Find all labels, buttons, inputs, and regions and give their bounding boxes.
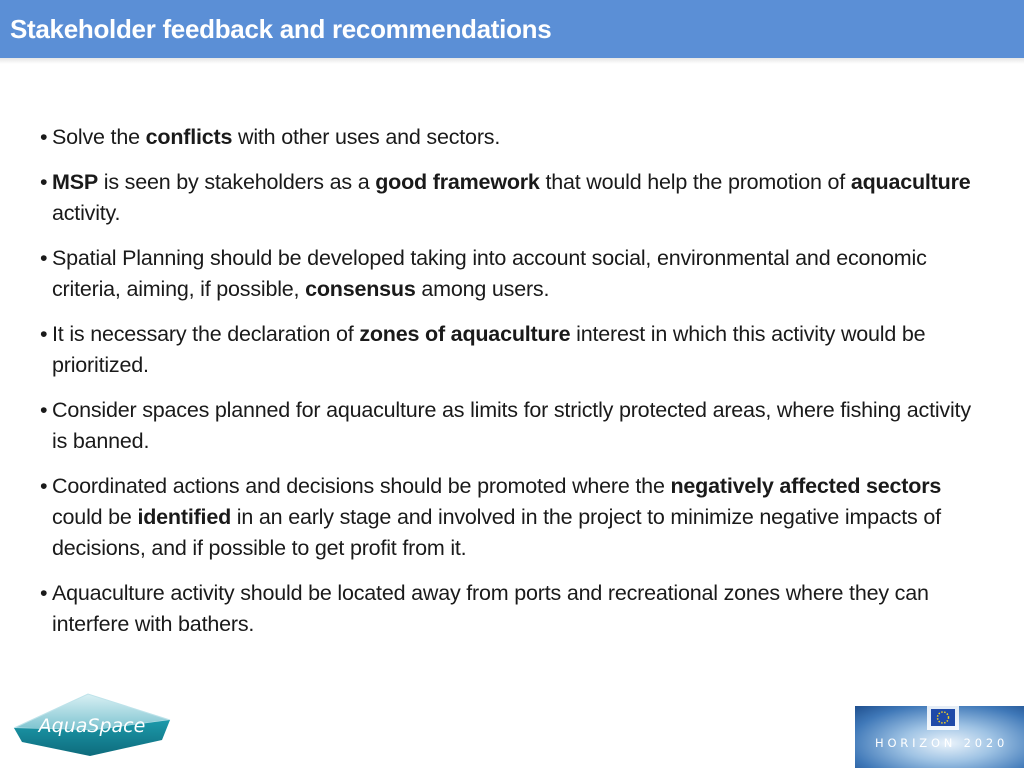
bullet-item [40, 319, 990, 381]
bullet-text: Aquaculture activity should be located away from ports and recreational zones where they can interfere with bathers. [52, 581, 929, 636]
bullet-text: activity. [52, 201, 121, 225]
bullet-text: with other uses and sectors. [232, 125, 501, 149]
bullet-text: in an early stage and involved in the project to minimize negative impacts of decisions, and if possible to get profit from it. [52, 505, 941, 560]
bullet-text: Coordinated actions and decisions should be promoted where the [52, 474, 671, 498]
bullet-list [40, 122, 990, 654]
bullet-emphasis: MSP [52, 170, 98, 194]
bullet-text: among users. [415, 277, 550, 301]
bullet-item [40, 578, 990, 640]
bullet-text: Solve the [52, 125, 146, 149]
horizon-2020-logo [855, 706, 1024, 768]
bullet-text: could be [52, 505, 138, 529]
bullet-text: interest in which this activity would be prioritized. [52, 322, 926, 377]
bullet-item [40, 167, 990, 229]
bullet-emphasis: good framework [375, 170, 540, 194]
bullet-emphasis: aquaculture [850, 170, 971, 194]
bullet-emphasis: negatively affected sectors [670, 474, 942, 498]
bullet-emphasis: conflicts [145, 125, 233, 149]
slide-title: Stakeholder feedback and recommendations [10, 14, 552, 44]
horizon-logo-text: HORIZON 2020 [875, 736, 1009, 750]
bullet-item [40, 471, 990, 564]
bullet-text: Consider spaces planned for aquaculture as limits for strictly protected areas, where fishing activity is banned. [52, 398, 971, 453]
bullet-emphasis: zones of aquaculture [359, 322, 571, 346]
bullet-emphasis: identified [137, 505, 232, 529]
bullet-text: Spatial Planning should be developed taking into account social, environmental and economic criteria, aiming, if possible, [52, 246, 927, 301]
bullet-item [40, 122, 990, 153]
bullet-text: that would help the promotion of [539, 170, 851, 194]
bullet-item [40, 243, 990, 305]
eu-flag-icon [923, 706, 963, 734]
header-shadow [0, 58, 1024, 64]
aquaspace-logo-text: AquaSpace [38, 715, 146, 737]
bullet-emphasis: consensus [305, 277, 416, 301]
slide-header [0, 0, 1024, 58]
aquaspace-logo [10, 690, 174, 760]
bullet-text: is seen by stakeholders as a [98, 170, 376, 194]
bullet-text: It is necessary the declaration of [52, 322, 360, 346]
bullet-item [40, 395, 990, 457]
